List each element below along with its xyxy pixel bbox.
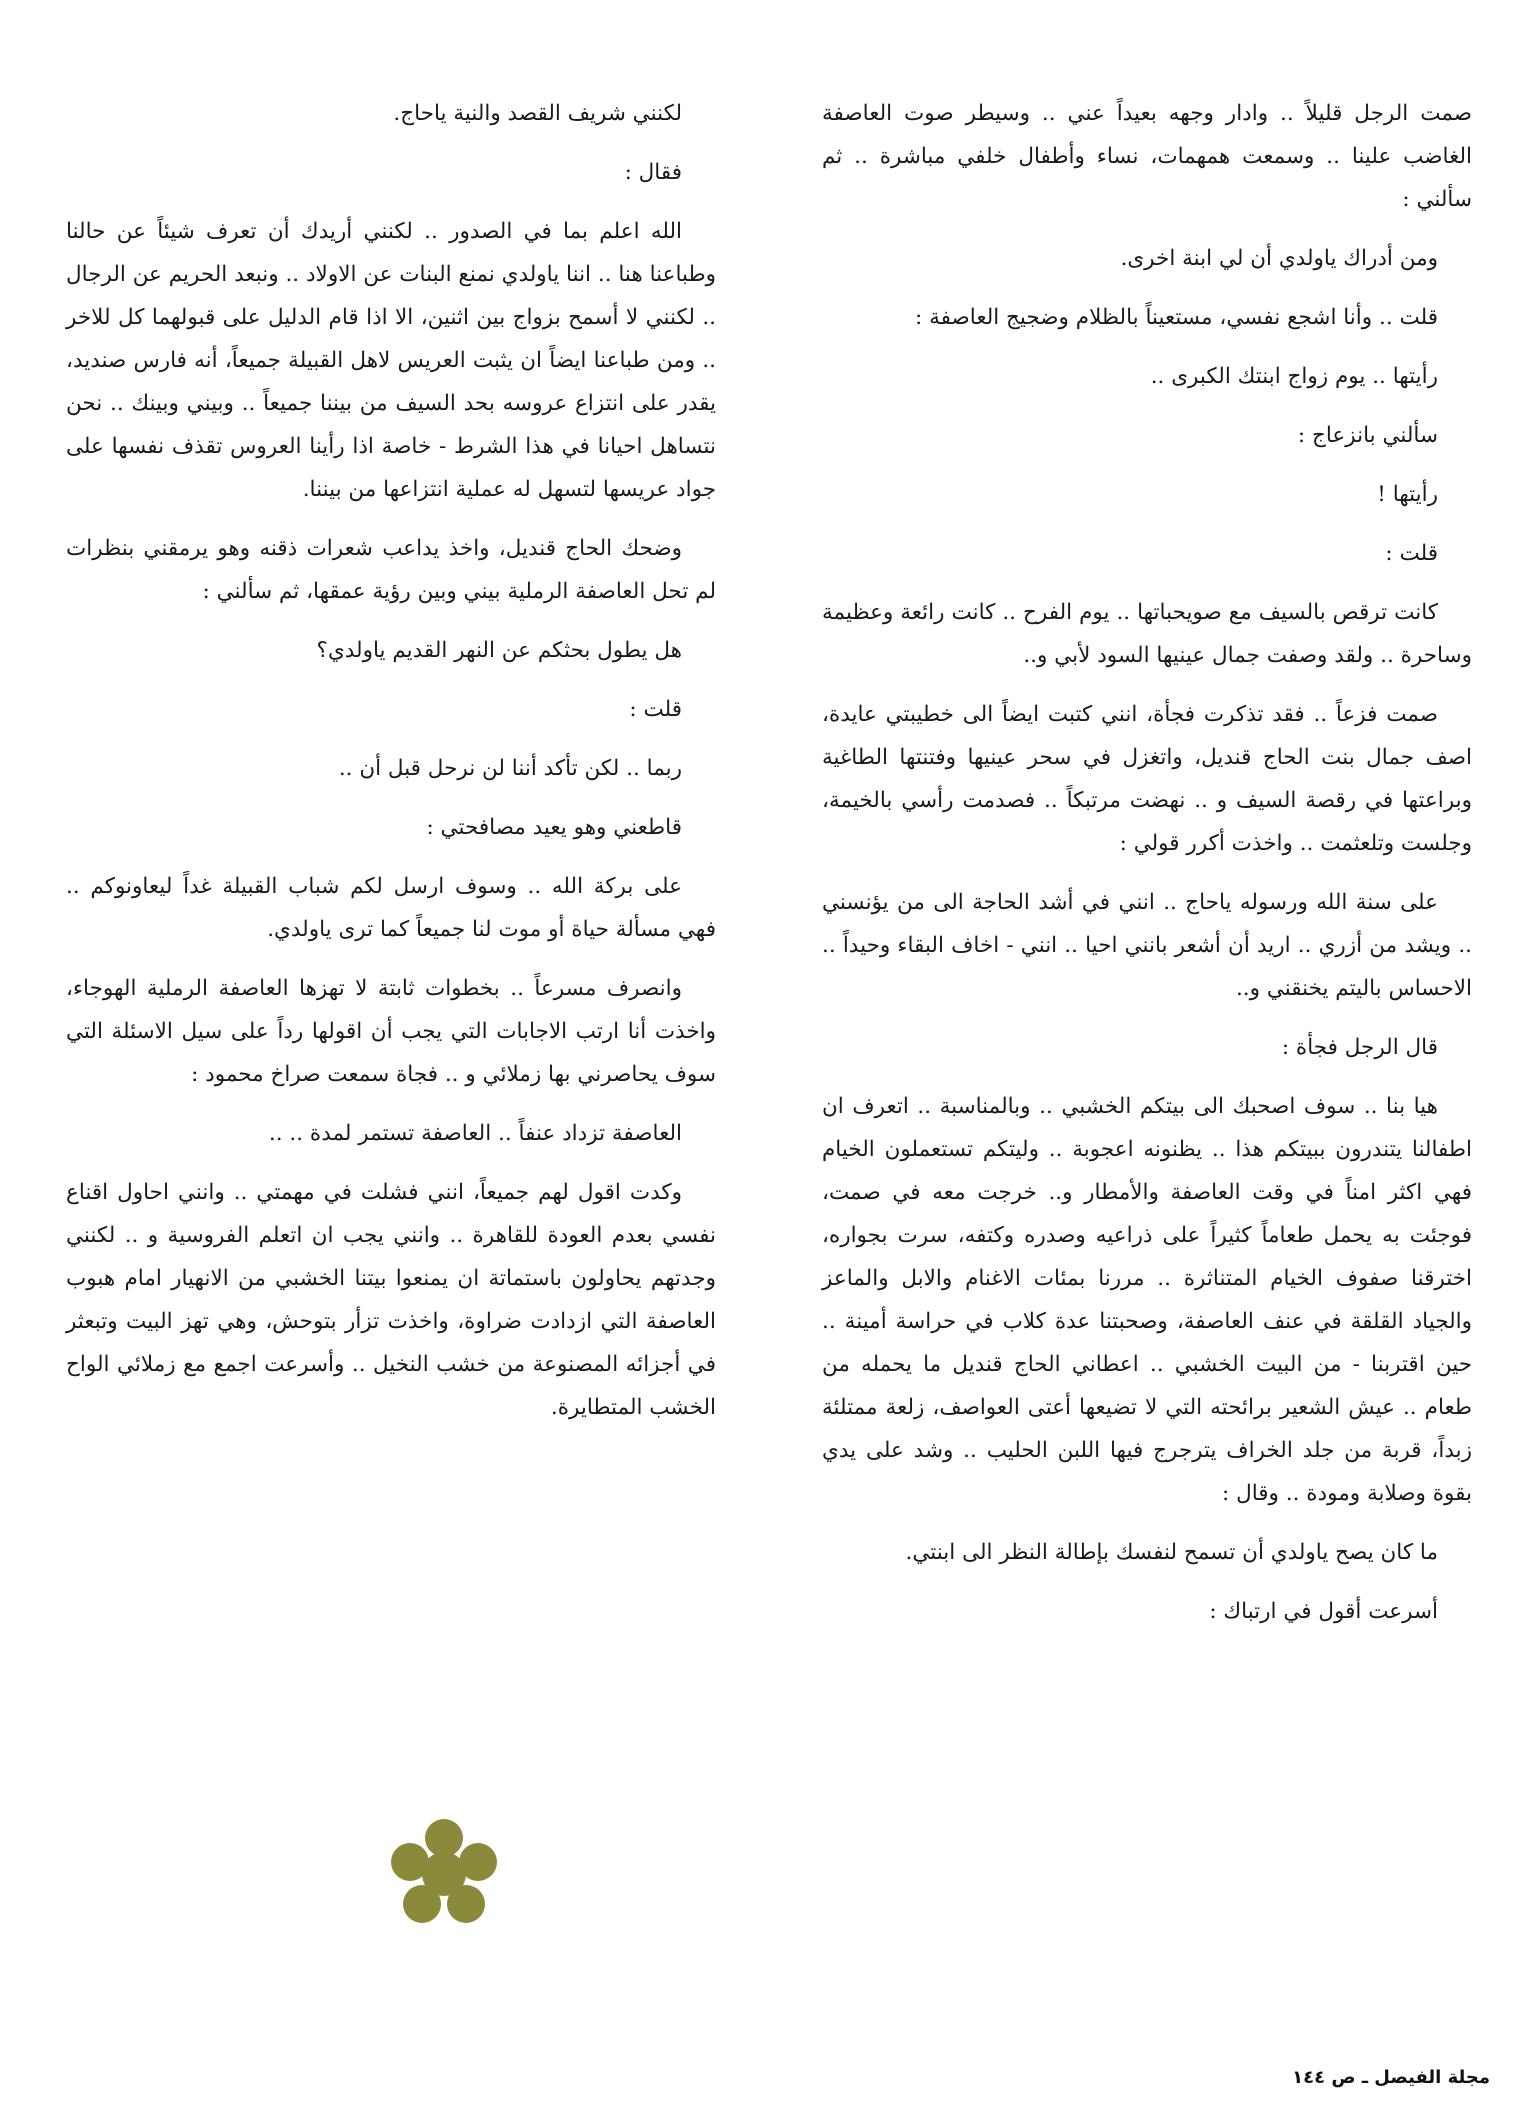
paragraph: وضحك الحاج قنديل، واخذ يداعب شعرات ذقنه وهو يرمقني بنظرات لم تحل العاصفة الرملية بيني وبين رؤية عمقها، ثم سألني : bbox=[66, 536, 716, 604]
paragraph: على سنة الله ورسوله ياحاج .. انني في أشد الحاجة الى من يؤنسني .. ويشد من أزري .. اريد أن أشعر بانني احيا .. انني - اخاف البقاء وحيداً .. الاحساس باليتم يخنقني و.. bbox=[822, 890, 1472, 1001]
paragraph: الله اعلم بما في الصدور .. لكنني أريدك أن تعرف شيئاً عن حالنا وطباعنا هنا .. اننا ياولدي نمنع البنات عن الاولاد .. ونبعد الحريم عن الرجال .. لكنني لا أسمح بزواج بين اثنين، الا اذا قام الدليل على قبولهما كل للاخر .. ومن طباعنا ايضاً ان يثبت العريس لاهل القبيلة جميعاً، أنه فارس صنديد، يقدر على انتزاع عروسه بحد السيف من بيننا جميعاً .. وبيني وبينك .. نحن نتساهل احيانا في هذا الشرط - خاصة اذا رأينا العروس تقذف نفسها على جواد عريسها لتسهل له عملية انتزاعها من بيننا. bbox=[66, 219, 717, 502]
page-footer: مجلة الفيصل ـ ص ١٤٤ bbox=[1292, 2067, 1490, 2088]
paragraph: سألني بانزعاج : bbox=[1297, 423, 1438, 448]
paragraph: وكدت اقول لهم جميعاً، انني فشلت في مهمتي .. وانني احاول اقناع نفسي بعدم العودة للقاهرة .. وانني يجب ان اتعلم الفروسية و .. لكنني وجدتهم يحاولون باستماتة ان يمنعوا بيتنا الخشبي من الانهيار امام هبوب العاصفة التي ازدادت ضراوة، واخذت تزأر بتوحش، وهي تهز البيت وتبعثر في أجزائه المصنوعة من خشب النخيل .. وأسرعت اجمع مع زملائي الواح الخشب المتطايرة. bbox=[66, 1180, 716, 1420]
left-column bbox=[66, 92, 716, 1445]
paragraph: صمت الرجل قليلاً .. وادار وجهه بعيداً عني .. وسيطر صوت العاصفة الغاضب علينا .. وسمعت همهمات، نساء وأطفال خلفي مباشرة .. ثم سألني : bbox=[822, 101, 1472, 212]
paragraph: هيا بنا .. سوف اصحبك الى بيتكم الخشبي .. وبالمناسبة .. اتعرف ان اطفالنا يتندرون ببيتكم هذا .. يظنونه اعجوبة .. وليتكم تستعملون الخيام فهي اكثر امناً في وقت العاصفة والأمطار و.. خرجت معه في صمت، فوجئت به يحمل طعاماً كثيراً على ذراعيه وصدره وكتفه، سرت بجواره، اخترقنا صفوف الخيام المتناثرة .. مررنا بمئات الاغنام والابل والماعز والجياد القلقة في عنف العاصفة، وصحبتنا عدة كلاب في حراسة أمينة .. حين اقتربنا - من البيت الخشبي .. اعطاني الحاج قنديل ما يحمله من طعام .. عيش الشعير برائحته التي لا تضيعها أعتى العواصف، زلعة ممتلئة زبداً، قربة من جلد الخراف يترجرج فيها اللبن الحليب .. وشد على يدي بقوة وصلابة ومودة .. وقال : bbox=[822, 1094, 1472, 1506]
paragraph: ومن أدراك ياولدي أن لي ابنة اخرى. bbox=[1120, 246, 1438, 271]
paragraph: على بركة الله .. وسوف ارسل لكم شباب القبيلة غداً ليعاونوكم .. فهي مسألة حياة أو موت لنا جميعاً كما ترى ياولدي. bbox=[66, 874, 716, 942]
paragraph: قلت : bbox=[629, 697, 682, 722]
paragraph: قاطعني وهو يعيد مصافحتي : bbox=[426, 815, 682, 840]
paragraph: أسرعت أقول في ارتباك : bbox=[1209, 1599, 1438, 1624]
paragraph: ما كان يصح ياولدي أن تسمح لنفسك بإطالة النظر الى ابنتي. bbox=[905, 1540, 1438, 1565]
flower-ornament-icon bbox=[382, 1812, 506, 1936]
paragraph: قلت : bbox=[1385, 541, 1438, 566]
paragraph: رأيتها .. يوم زواج ابنتك الكبرى .. bbox=[1150, 364, 1438, 389]
paragraph: لكنني شريف القصد والنية ياحاج. bbox=[393, 101, 682, 126]
paragraph: صمت فزعاً .. فقد تذكرت فجأة، انني كتبت ايضاً الى خطيبتي عايدة، اصف جمال بنت الحاج قنديل، واتغزل في سحر عينيها وفتنتها الطاغية وبراعتها في رقصة السيف و .. نهضت مرتبكاً .. فصدمت رأسي بالخيمة، وجلست وتلعثمت .. واخذت أكرر قولي : bbox=[822, 702, 1472, 856]
right-column bbox=[822, 92, 1472, 1649]
paragraph: كانت ترقص بالسيف مع صويحباتها .. يوم الفرح .. كانت رائعة وعظيمة وساحرة .. ولقد وصفت جمال عينيها السود لأبي و.. bbox=[822, 600, 1472, 668]
paragraph: قلت .. وأنا اشجع نفسي، مستعيناً بالظلام وضجيج العاصفة : bbox=[915, 305, 1438, 330]
paragraph: وانصرف مسرعاً .. بخطوات ثابتة لا تهزها العاصفة الرملية الهوجاء، واخذت أنا ارتب الاجابات التي يجب أن اقولها رداً على سيل الاسئلة التي سوف يحاصرني بها زملائي و .. فجاة سمعت صراخ محمود : bbox=[66, 976, 716, 1087]
paragraph: هل يطول بحثكم عن النهر القديم ياولدي؟ bbox=[316, 638, 682, 663]
paragraph: فقال : bbox=[624, 160, 682, 185]
paragraph: ربما .. لكن تأكد أننا لن نرحل قبل أن .. bbox=[338, 756, 682, 781]
paragraph: قال الرجل فجأة : bbox=[1281, 1035, 1438, 1060]
paragraph: رأيتها ! bbox=[1377, 482, 1438, 507]
paragraph: العاصفة تزداد عنفاً .. العاصفة تستمر لمدة .. .. bbox=[268, 1121, 682, 1146]
